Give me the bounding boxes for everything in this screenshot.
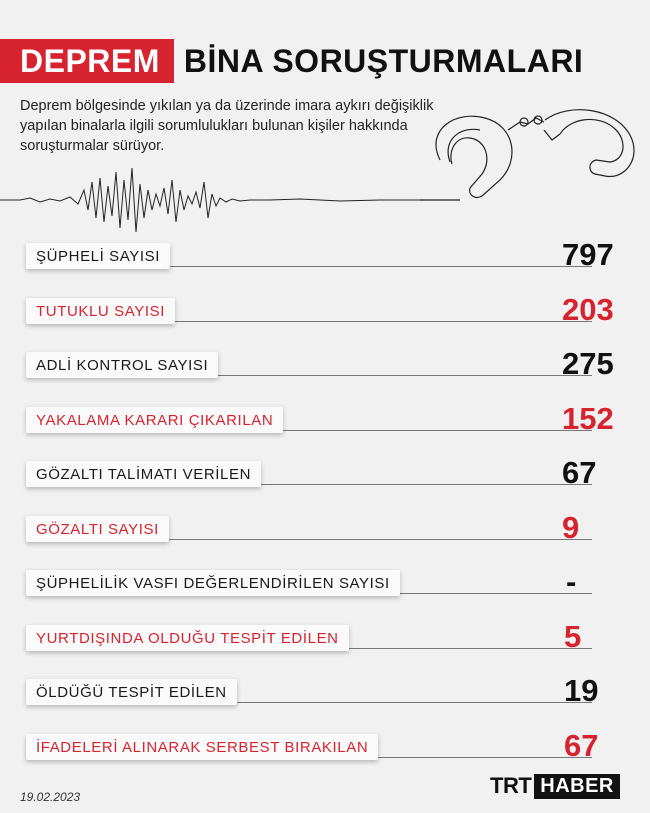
seismograph-wave-icon	[0, 160, 430, 240]
stat-value: 203	[562, 291, 614, 327]
stat-label: ADLİ KONTROL SAYISI	[26, 352, 218, 378]
stat-row	[0, 288, 650, 342]
stat-row	[0, 397, 650, 451]
stat-value: 9	[562, 509, 580, 545]
logo-haber: HABER	[534, 774, 620, 799]
page-title	[0, 38, 583, 84]
stat-label: GÖZALTI TALİMATI VERİLEN	[26, 461, 261, 487]
stat-row	[0, 342, 650, 396]
stat-row	[0, 560, 650, 614]
title-tag: DEPREM	[0, 39, 174, 83]
stat-value: 67	[564, 727, 599, 763]
stat-value: 275	[562, 346, 614, 381]
date-stamp: 19.02.2023	[20, 790, 81, 804]
stat-row	[0, 451, 650, 505]
stat-value: 19	[564, 673, 599, 708]
stat-label: YURTDIŞINDA OLDUĞU TESPİT EDİLEN	[26, 625, 349, 651]
stat-row	[0, 669, 650, 723]
stat-row	[0, 615, 650, 669]
stat-label: TUTUKLU SAYISI	[26, 298, 175, 324]
stat-label: GÖZALTI SAYISI	[26, 516, 169, 542]
stat-value: 152	[562, 400, 614, 436]
stat-label: ÖLDÜĞÜ TESPİT EDİLEN	[26, 679, 237, 705]
stat-value: 797	[562, 237, 614, 272]
trt-haber-logo	[490, 773, 620, 799]
stat-label: ŞÜPHELİ SAYISI	[26, 243, 170, 269]
handcuffs-icon	[420, 100, 650, 210]
logo-trt: TRT	[490, 773, 532, 798]
stat-value: -	[566, 564, 577, 599]
stat-row	[0, 724, 650, 778]
stat-row	[0, 233, 650, 287]
stat-label: YAKALAMA KARARI ÇIKARILAN	[26, 407, 283, 433]
stat-row	[0, 506, 650, 560]
stat-label: İFADELERİ ALINARAK SERBEST BIRAKILAN	[26, 734, 378, 760]
stat-value: 67	[562, 455, 597, 490]
title-main: BİNA SORUŞTURMALARI	[183, 42, 584, 79]
intro-text: Deprem bölgesinde yıkılan ya da üzerinde imara aykırı değişiklik yapılan binalarla ilgili sorumlulukları bulunan kişiler hakkında soruşturmalar sürüyor.	[20, 98, 434, 154]
stat-label: ŞÜPHELİLİK VASFI DEĞERLENDİRİLEN SAYISI	[26, 570, 400, 596]
stat-value: 5	[564, 618, 582, 654]
